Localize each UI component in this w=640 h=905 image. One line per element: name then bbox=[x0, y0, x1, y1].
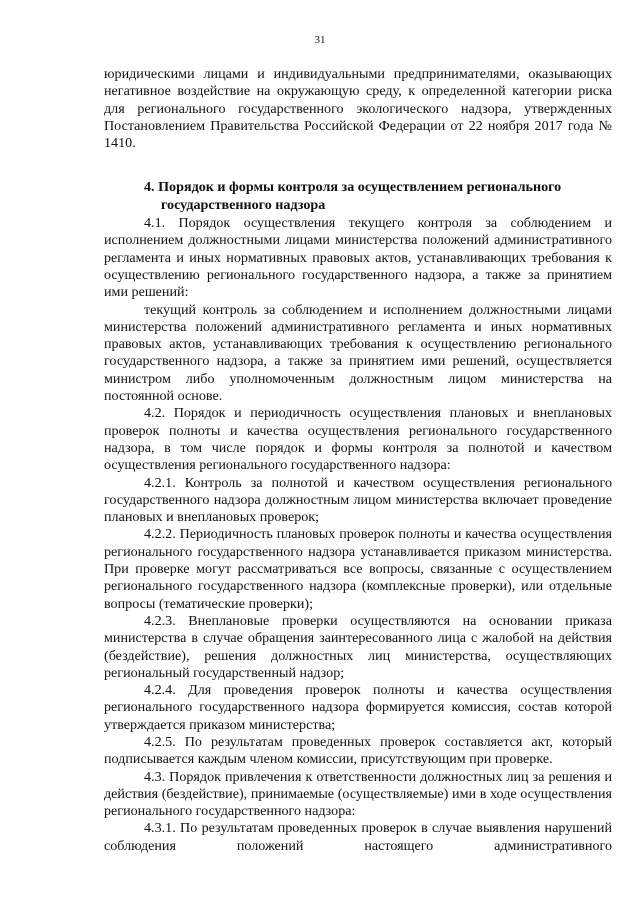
paragraph-4-2-2: 4.2.2. Периодичность плановых проверок полноты и качества осуществления регионального государственного надзора устанавливается приказом министерства. При проверке могут рассматриваться все вопросы, связанные с осуществлением регионального государственного надзора (комплексные проверки), или отдельные вопросы (тематические проверки); bbox=[104, 526, 612, 612]
document-body bbox=[104, 66, 612, 855]
paragraph-4-2-1: 4.2.1. Контроль за полнотой и качеством осуществления регионального государственного надзора должностным лицом министерства включает проведение плановых и внеплановых проверок; bbox=[104, 474, 612, 526]
paragraph-4-3-1: 4.3.1. По результатам проведенных проверок в случае выявления нарушений соблюдения положений настоящего административного bbox=[104, 820, 612, 854]
section-heading bbox=[104, 179, 612, 214]
page-number: 31 bbox=[314, 34, 326, 46]
paragraph-4-2-5: 4.2.5. По результатам проведенных проверок составляется акт, который подписывается каждым членом комиссии, присутствующим при проверке. bbox=[104, 733, 612, 768]
section-heading-line2: государственного надзора bbox=[161, 196, 326, 213]
paragraph-4-2-4: 4.2.4. Для проведения проверок полноты и качества осуществления регионального государственного надзора формируется комиссия, состав которой утверждается приказом министерства; bbox=[104, 682, 612, 733]
section-heading-line1: 4. Порядок и формы контроля за осуществлением регионального bbox=[144, 179, 562, 196]
paragraph-4-1: 4.1. Порядок осуществления текущего контроля за соблюдением и исполнением должностными лицами министерства положений административного регламента и иных нормативных правовых актов, устанавливающих требования к осуществлению регионального государственного надзора, а также за принятием ими решений: bbox=[104, 215, 612, 301]
paragraph-4-2: 4.2. Порядок и периодичность осуществления плановых и внеплановых проверок полноты и качества осуществления регионального государственного надзора, в том числе порядок и формы контроля за полнотой и качеством осуществления регионального государственного надзора: bbox=[104, 405, 612, 474]
paragraph-4-2-3: 4.2.3. Внеплановые проверки осуществляются на основании приказа министерства в случае обращения заинтересованного лица с жалобой на действия (бездействие), решения должностных лиц министерства, осуществляющих региональный государственный надзор; bbox=[104, 612, 612, 681]
paragraph-continuation: юридическими лицами и индивидуальными предпринимателями, оказывающих негативное воздействие на окружающую среду, к определенной категории риска для регионального государственного экологического надзора, утвержденных Постановлением Правительства Российской Федерации от 22 ноября 2017 года № 1410. bbox=[104, 66, 612, 152]
paragraph-4-3: 4.3. Порядок привлечения к ответственности должностных лиц за решения и действия (бездействие), принимаемые (осуществляемые) ими в ходе осуществления регионального государственного надзора: bbox=[104, 768, 612, 820]
paragraph-current-control: текущий контроль за соблюдением и исполнением должностными лицами министерства положений административного регламента и иных нормативных правовых актов, устанавливающих требования к осуществлению регионального государственного надзора, а также за принятием ими решений, осуществляется министром либо уполномоченным должностным лицом министерства на постоянной основе. bbox=[104, 301, 612, 405]
